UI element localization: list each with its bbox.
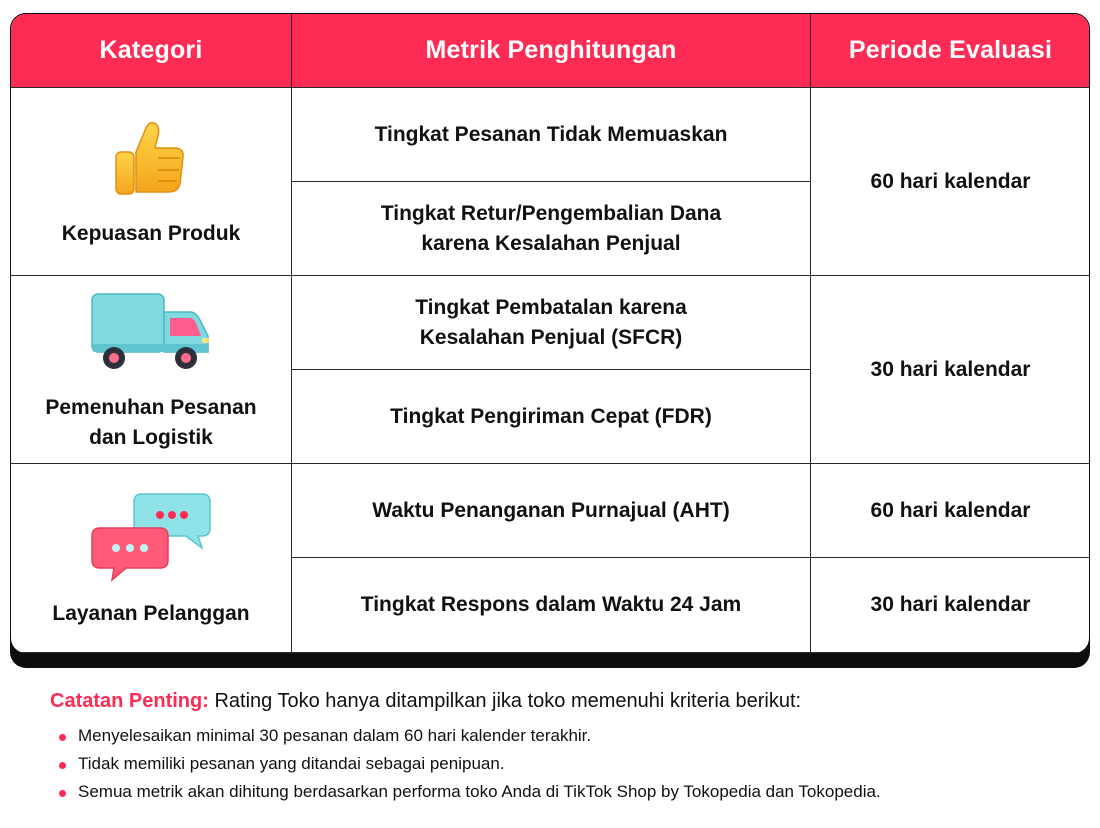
table-row: [11, 88, 1091, 182]
note-text: Rating Toko hanya ditampilkan jika toko memenuhi kriteria berikut:: [208, 690, 802, 712]
bullet-dot-icon: [59, 762, 66, 769]
criteria-list: [56, 722, 881, 806]
table-container: [10, 13, 1090, 654]
note-label: Catatan Penting:: [50, 690, 209, 712]
metric-cell: Tingkat Pengiriman Cepat (FDR): [292, 370, 811, 464]
metric-cell: Tingkat Respons dalam Waktu 24 Jam: [292, 558, 811, 653]
period-cell: 60 hari kalendar: [811, 88, 1091, 276]
metric-text: Tingkat Pembatalan karena Kesalahan Penjual (SFCR): [415, 295, 687, 349]
category-label: Layanan Pelanggan: [52, 601, 250, 625]
important-note: [50, 690, 801, 713]
header-metrik: Metrik Penghitungan: [292, 14, 811, 88]
category-cell-layanan: [11, 464, 292, 653]
header-kategori: Kategori: [11, 14, 292, 88]
table-row: [11, 464, 1091, 558]
table-card: [10, 13, 1090, 668]
header-periode: Periode Evaluasi: [811, 14, 1091, 88]
bullet-text: Tidak memiliki pesanan yang ditandai sebagai penipuan.: [78, 754, 505, 773]
metric-text: Tingkat Retur/Pengembalian Dana karena Kesalahan Penjual: [380, 201, 722, 255]
category-label: Pemenuhan Pesanan dan Logistik: [45, 396, 257, 449]
delivery-truck-icon: [86, 286, 216, 387]
metric-cell: [292, 182, 811, 276]
metric-cell: Tingkat Pesanan Tidak Memuaskan: [292, 88, 811, 182]
bullet-text: Menyelesaikan minimal 30 pesanan dalam 60 hari kalender terakhir.: [78, 726, 592, 745]
bullet-dot-icon: [59, 790, 66, 797]
criteria-table: [10, 13, 1090, 653]
list-item: [56, 750, 881, 778]
category-cell-kepuasan: [11, 88, 292, 276]
period-cell: 30 hari kalendar: [811, 558, 1091, 653]
thumbs-up-icon: [106, 114, 196, 213]
period-cell: 60 hari kalendar: [811, 464, 1091, 558]
table-header-row: [11, 14, 1091, 88]
bullet-dot-icon: [59, 734, 66, 741]
list-item: [56, 722, 881, 750]
metric-cell: [292, 276, 811, 370]
period-cell: 30 hari kalendar: [811, 276, 1091, 464]
list-item: [56, 778, 881, 806]
chat-bubbles-icon: [86, 488, 216, 593]
metric-cell: Waktu Penanganan Purnajual (AHT): [292, 464, 811, 558]
bullet-text: Semua metrik akan dihitung berdasarkan performa toko Anda di TikTok Shop by Tokopedia dan Tokopedia.: [78, 782, 881, 801]
category-cell-pemenuhan: [11, 276, 292, 464]
table-row: [11, 276, 1091, 370]
category-label: Kepuasan Produk: [61, 222, 241, 245]
